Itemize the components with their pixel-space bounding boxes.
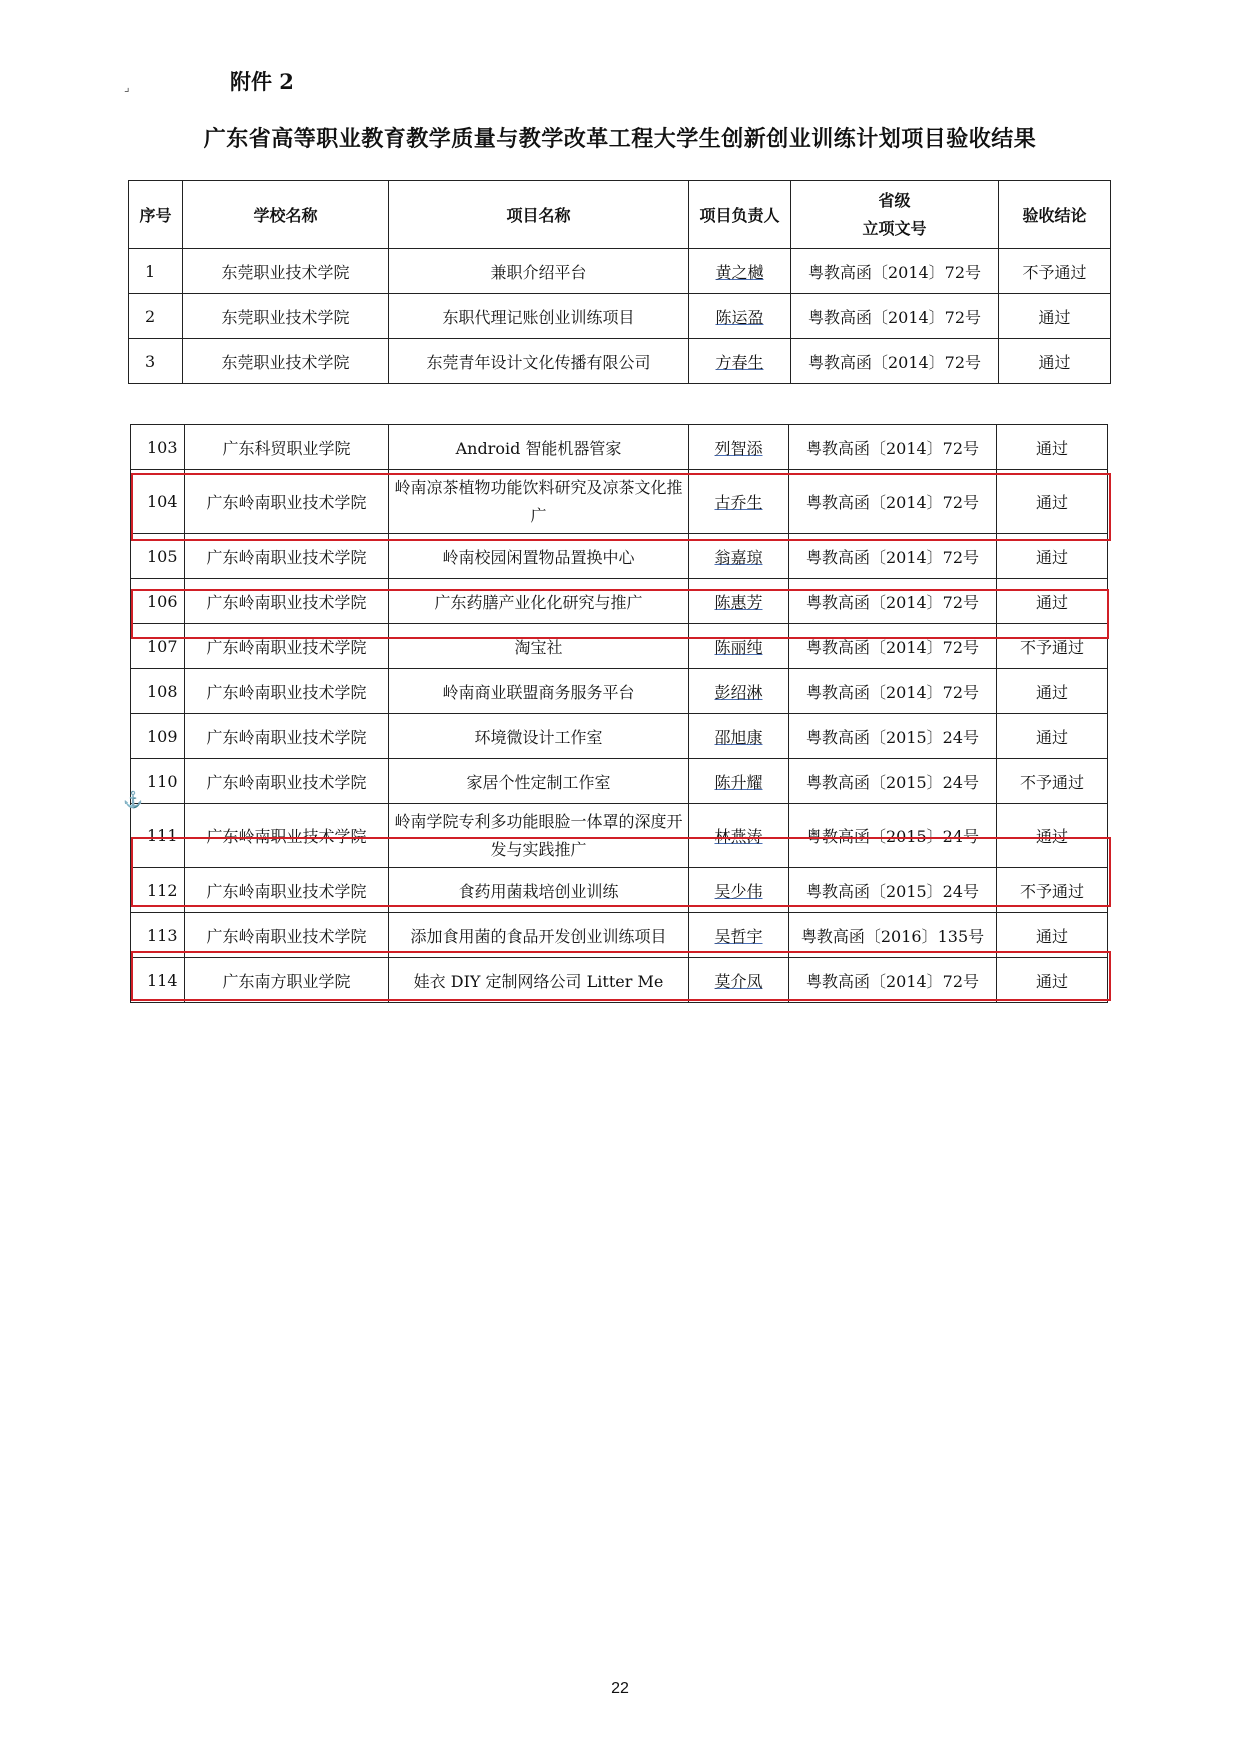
cell-doc: 粤教高函〔2014〕72号: [791, 249, 999, 294]
cell-result: 不予通过: [997, 868, 1108, 913]
cell-leader: 列智添: [689, 425, 789, 470]
header-doc-line2: 立项文号: [862, 218, 927, 238]
cell-seq: 105: [131, 534, 185, 579]
table-row: [129, 339, 1111, 384]
table-row: [131, 534, 1108, 579]
cell-leader: 陈丽纯: [689, 624, 789, 669]
cell-project: 广东药膳产业化化研究与推广: [389, 579, 689, 624]
cell-result: 不予通过: [999, 249, 1111, 294]
table-row: [131, 804, 1108, 868]
page-number: 22: [611, 1680, 629, 1697]
cell-doc: 粤教高函〔2014〕72号: [791, 294, 999, 339]
cell-doc: 粤教高函〔2014〕72号: [789, 534, 997, 579]
results-table-part1: [128, 180, 1111, 384]
cell-doc: 粤教高函〔2015〕24号: [789, 759, 997, 804]
attachment-label: 附件 2: [230, 69, 294, 94]
cell-doc: 粤教高函〔2014〕72号: [789, 624, 997, 669]
cell-project: Android 智能机器管家: [389, 425, 689, 470]
table-row: [131, 669, 1108, 714]
cell-seq: 111: [131, 804, 185, 868]
cell-school: 广东岭南职业技术学院: [185, 534, 389, 579]
cell-project: 娃衣 DIY 定制网络公司 Litter Me: [389, 958, 689, 1003]
cell-doc: 粤教高函〔2014〕72号: [791, 339, 999, 384]
table-row: [131, 425, 1108, 470]
cell-leader: 黄之樾: [689, 249, 791, 294]
cell-doc: 粤教高函〔2014〕72号: [789, 669, 997, 714]
cell-seq: 103: [131, 425, 185, 470]
cell-seq: 3: [129, 339, 183, 384]
cell-project: 岭南商业联盟商务服务平台: [389, 669, 689, 714]
cell-project: 淘宝社: [389, 624, 689, 669]
cell-school: 广东岭南职业技术学院: [185, 804, 389, 868]
table-row: [131, 470, 1108, 534]
cell-seq: 2: [129, 294, 183, 339]
cell-result: 通过: [997, 913, 1108, 958]
cell-doc: 粤教高函〔2015〕24号: [789, 804, 997, 868]
results-table-part2: [130, 424, 1108, 1003]
cell-result: 通过: [997, 534, 1108, 579]
cell-leader: 陈升耀: [689, 759, 789, 804]
cell-leader: 翁嘉琼: [689, 534, 789, 579]
cell-seq: 104: [131, 470, 185, 534]
cell-result: 通过: [997, 579, 1108, 624]
paragraph-marker: ⌟: [124, 80, 130, 94]
cell-seq: 112: [131, 868, 185, 913]
table-row: [129, 294, 1111, 339]
cell-seq: 107: [131, 624, 185, 669]
cell-leader: 吴哲宇: [689, 913, 789, 958]
cell-leader: 彭绍淋: [689, 669, 789, 714]
cell-seq: 113: [131, 913, 185, 958]
page-title: 广东省高等职业教育教学质量与教学改革工程大学生创新创业训练计划项目验收结果: [203, 126, 1037, 152]
cell-seq: 110: [131, 759, 185, 804]
cell-leader: 吴少伟: [689, 868, 789, 913]
cell-result: 通过: [999, 339, 1111, 384]
table-row: [131, 714, 1108, 759]
header-project: 项目名称: [389, 181, 689, 249]
cell-school: 东莞职业技术学院: [183, 294, 389, 339]
cell-school: 广东南方职业学院: [185, 958, 389, 1003]
cell-seq: 109: [131, 714, 185, 759]
cell-doc: 粤教高函〔2015〕24号: [789, 714, 997, 759]
cell-seq: 1: [129, 249, 183, 294]
cell-seq: 108: [131, 669, 185, 714]
cell-project: 东职代理记账创业训练项目: [389, 294, 689, 339]
cell-seq: 106: [131, 579, 185, 624]
cell-school: 广东岭南职业技术学院: [185, 624, 389, 669]
cell-doc: 粤教高函〔2014〕72号: [789, 958, 997, 1003]
cell-school: 广东岭南职业技术学院: [185, 579, 389, 624]
cell-project: 家居个性定制工作室: [389, 759, 689, 804]
header-result: 验收结论: [999, 181, 1111, 249]
table-header-row: [129, 181, 1111, 249]
cell-doc: 粤教高函〔2014〕72号: [789, 425, 997, 470]
header-doc: [791, 181, 999, 249]
header-leader: 项目负责人: [689, 181, 791, 249]
cell-project: 兼职介绍平台: [389, 249, 689, 294]
cell-school: 东莞职业技术学院: [183, 339, 389, 384]
cell-result: 通过: [997, 470, 1108, 534]
cell-leader: 陈惠芳: [689, 579, 789, 624]
header-school: 学校名称: [183, 181, 389, 249]
cell-project: 岭南凉茶植物功能饮料研究及凉茶文化推广: [389, 470, 689, 534]
cell-leader: 陈运盈: [689, 294, 791, 339]
cell-school: 广东岭南职业技术学院: [185, 868, 389, 913]
cell-project: 岭南校园闲置物品置换中心: [389, 534, 689, 579]
cell-result: 通过: [997, 425, 1108, 470]
cell-school: 广东岭南职业技术学院: [185, 759, 389, 804]
cell-doc: 粤教高函〔2014〕72号: [789, 470, 997, 534]
anchor-icon: ⚓: [123, 790, 143, 809]
cell-doc: 粤教高函〔2015〕24号: [789, 868, 997, 913]
cell-doc: 粤教高函〔2014〕72号: [789, 579, 997, 624]
cell-leader: 林燕涛: [689, 804, 789, 868]
cell-result: 通过: [997, 714, 1108, 759]
table-row: [131, 958, 1108, 1003]
table-row: [131, 913, 1108, 958]
cell-result: 通过: [997, 669, 1108, 714]
cell-school: 广东岭南职业技术学院: [185, 470, 389, 534]
cell-school: 东莞职业技术学院: [183, 249, 389, 294]
table-row: [131, 759, 1108, 804]
cell-leader: 方春生: [689, 339, 791, 384]
header-doc-line1: 省级: [878, 190, 911, 210]
cell-result: 不予通过: [997, 624, 1108, 669]
cell-school: 广东科贸职业学院: [185, 425, 389, 470]
cell-project: 添加食用菌的食品开发创业训练项目: [389, 913, 689, 958]
cell-leader: 莫介凤: [689, 958, 789, 1003]
table-row: [131, 579, 1108, 624]
cell-project: 食药用菌栽培创业训练: [389, 868, 689, 913]
table-row: [129, 249, 1111, 294]
cell-school: 广东岭南职业技术学院: [185, 913, 389, 958]
cell-result: 通过: [997, 804, 1108, 868]
table-page-gap: [128, 400, 1110, 424]
cell-project: 岭南学院专利多功能眼脸一体罩的深度开发与实践推广: [389, 804, 689, 868]
cell-result: 通过: [997, 958, 1108, 1003]
cell-project: 环境微设计工作室: [389, 714, 689, 759]
cell-leader: 古乔生: [689, 470, 789, 534]
cell-school: 广东岭南职业技术学院: [185, 714, 389, 759]
cell-leader: 邵旭康: [689, 714, 789, 759]
cell-seq: 114: [131, 958, 185, 1003]
cell-project: 东莞青年设计文化传播有限公司: [389, 339, 689, 384]
cell-result: 不予通过: [997, 759, 1108, 804]
table-row: [131, 868, 1108, 913]
table-row: [131, 624, 1108, 669]
cell-result: 通过: [999, 294, 1111, 339]
cell-doc: 粤教高函〔2016〕135号: [789, 913, 997, 958]
cell-school: 广东岭南职业技术学院: [185, 669, 389, 714]
header-seq: 序号: [129, 181, 183, 249]
